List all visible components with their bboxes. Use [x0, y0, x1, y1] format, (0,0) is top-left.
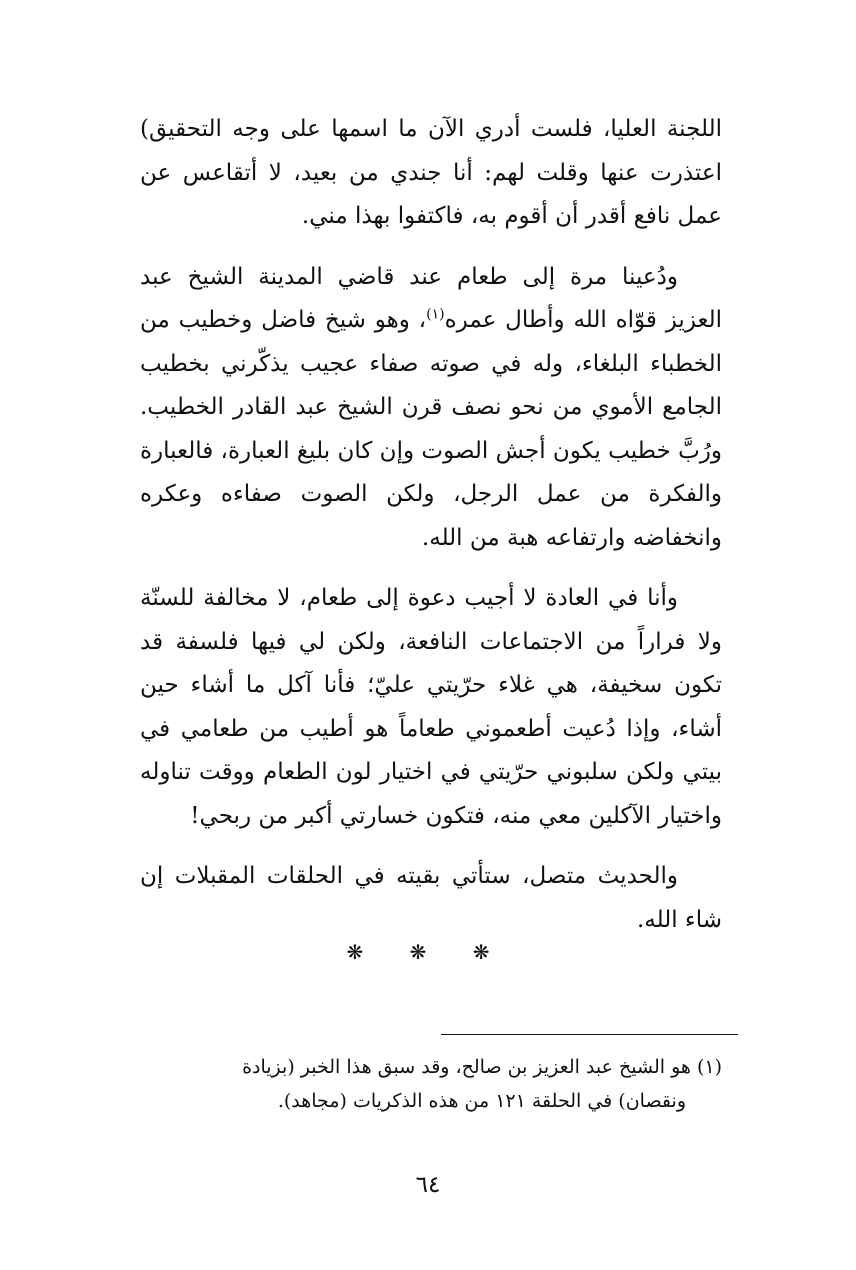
section-separator: ❋ ❋ ❋: [346, 940, 510, 964]
footnote-line-1-text: هو الشيخ عبد العزيز بن صالح، وقد سبق هذا الخبر (بزيادة: [242, 1056, 691, 1078]
paragraph-2-text-end: ، وهو شيخ فاضل وخطيب من الخطباء البلغاء، وله في صوته صفاء عجيب يذكّرني بخطيب الجامع الأموي من نحو نصف قرن الشيخ عبد القادر الخطيب. ورُبَّ خطيب يكون أجش الصوت وإن كان بليغ العبارة، فالعبارة والفكرة من عمل الرجل، ولكن الصوت صفاءه وعكره وانخفاضه وارتفاعه هبة من الله.: [140, 307, 722, 551]
paragraph-1: اللجنة العليا، فلست أدري الآن ما اسمها على وجه التحقيق) اعتذرت عنها وقلت لهم: أنا جندي من بعيد، لا أتقاعس عن عمل نافع أقدر أن أقوم به، فاكتفوا بهذا مني.: [140, 116, 722, 229]
footnote: [140, 1050, 722, 1118]
footnote-divider: [441, 1034, 738, 1035]
page-number: ٦٤: [415, 1172, 441, 1198]
main-text: [140, 108, 722, 959]
paragraph-2: [140, 256, 722, 561]
footnote-reference[interactable]: (١): [426, 306, 445, 323]
footnote-line-1: [242, 1056, 722, 1078]
footnote-line-2: ونقصان) في الحلقة ١٢١ من هذه الذكريات (مجاهد).: [277, 1090, 686, 1112]
paragraph-3: وأنا في العادة لا أجيب دعوة إلى طعام، لا مخالفة للسنّة ولا فراراً من الاجتماعات النافعة، ولكن لي فيها فلسفة قد تكون سخيفة، هي غلاء حرّيتي عليّ؛ فأنا آكل ما أشاء حين أشاء، وإذا دُعيت أطعموني طعاماً هو أطيب من طعامي في بيتي ولكن سلبوني حرّيتي في اختيار لون الطعام ووقت تناوله واختيار الآكلين معي منه، فتكون خسارتي أكبر من ربحي!: [140, 585, 722, 829]
paragraph-2-text-start: ودُعينا مرة إلى طعام عند قاضي المدينة الشيخ عبد العزيز قوّاه الله وأطال عمره: [140, 263, 722, 333]
footnote-marker: (١): [696, 1056, 722, 1078]
paragraph-4: والحديث متصل، ستأتي بقيته في الحلقات المقبلات إن شاء الله.: [140, 863, 722, 933]
